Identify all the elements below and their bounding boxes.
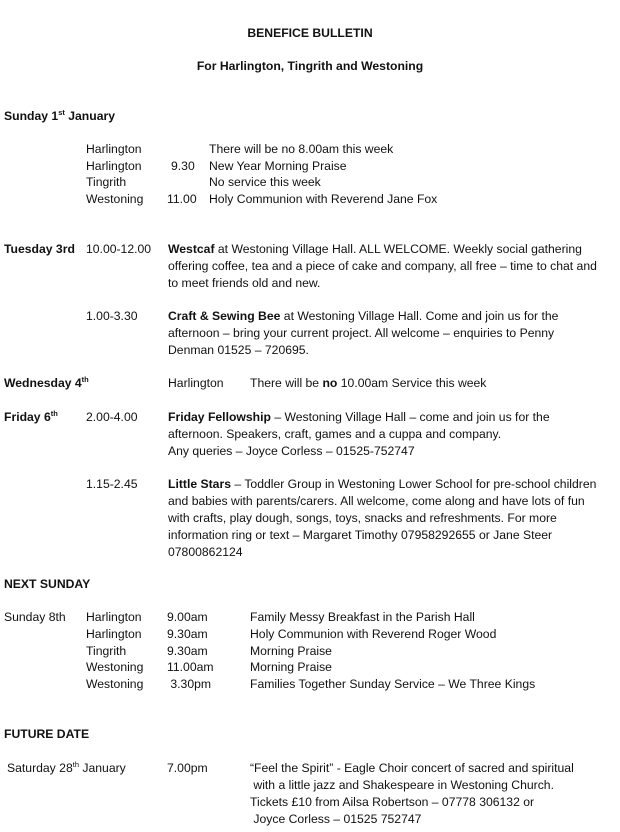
- service-place: Harlington: [86, 159, 142, 173]
- service-time: 9.30: [171, 159, 195, 173]
- event-title: Westcaf: [168, 242, 215, 256]
- event-westcaf: [168, 241, 608, 292]
- service-time: 11.00: [167, 192, 197, 206]
- service-desc: Morning Praise: [250, 660, 332, 674]
- service-desc: Families Together Sunday Service – We Three Kings: [250, 677, 536, 691]
- event-title: Friday Fellowship: [168, 410, 271, 424]
- friday-heading: Friday 6th: [4, 408, 58, 424]
- wednesday-heading: Wednesday 4th: [4, 374, 89, 390]
- event-desc: – Westoning Village Hall – come and join us for the afternoon. Speakers, craft, games and a cuppa and company.: [168, 410, 550, 441]
- future-event-line: Tickets £10 from Ailsa Robertson – 07778 306132 or: [250, 795, 535, 809]
- event-desc: – Toddler Group in Westoning Lower School for pre-school children and babies with parents/carers. All welcome, come along and have lots of fun with crafts, play dough, songs, toys, snacks and refreshments. For more information ring or text – Margaret Timothy 07958292655 or Jane Steer 07800862124: [168, 477, 597, 559]
- event-title: Little Stars: [168, 477, 231, 491]
- event-title: Craft & Sewing Bee: [168, 309, 281, 323]
- service-desc: No service this week: [209, 175, 321, 189]
- event-desc: at Westoning Village Hall. ALL WELCOME. Weekly social gathering offering coffee, tea and a piece of cake and company, all free – time to chat and to meet friends old and new.: [168, 242, 597, 290]
- wednesday-notice: There will be no 10.00am Service this week: [250, 376, 487, 390]
- service-place: Tingrith: [86, 175, 127, 189]
- tuesday-heading: Tuesday 3rd: [4, 242, 75, 256]
- service-desc: Morning Praise: [250, 644, 332, 658]
- future-date-time: 7.00pm: [167, 761, 208, 775]
- service-time: 11.00am: [167, 660, 214, 674]
- event-time: 10.00-12.00: [86, 242, 152, 256]
- service-desc: Holy Communion with Reverend Roger Wood: [250, 627, 497, 641]
- service-place: Harlington: [86, 142, 142, 156]
- event-time: 2.00-4.00: [86, 410, 138, 424]
- service-time: 9.00am: [167, 610, 208, 624]
- sunday1-heading: Sunday 1st January: [4, 107, 115, 123]
- next-sunday-heading: NEXT SUNDAY: [4, 577, 91, 591]
- event-desc: at Westoning Village Hall. Come and join us for the afternoon – bring your current project. All welcome – enquiries to Penny Denman 01525 – 720695.: [168, 309, 559, 357]
- event-friday-fellowship: [168, 409, 568, 443]
- next-sunday-day: Sunday 8th: [4, 610, 66, 624]
- event-craft-sewing: [168, 308, 588, 359]
- service-desc: There will be no 8.00am this week: [209, 142, 394, 156]
- service-place: Westoning: [86, 192, 144, 206]
- bulletin-subtitle: For Harlington, Tingrith and Westoning: [196, 59, 424, 73]
- service-place: Harlington: [86, 610, 142, 624]
- future-event-line: with a little jazz and Shakespeare in Westoning Church.: [250, 778, 554, 792]
- service-place: Tingrith: [86, 644, 127, 658]
- event-contact: Any queries – Joyce Corless – 01525-752747: [168, 444, 415, 458]
- event-time: 1.15-2.45: [86, 477, 138, 491]
- service-place: Harlington: [86, 627, 142, 641]
- future-event-line: Joyce Corless – 01525 752747: [250, 812, 422, 826]
- future-event-line: “Feel the Spirit” - Eagle Choir concert of sacred and spiritual: [250, 761, 574, 775]
- service-desc: Holy Communion with Reverend Jane Fox: [209, 192, 438, 206]
- wednesday-place: Harlington: [168, 376, 224, 390]
- service-desc: Family Messy Breakfast in the Parish Hall: [250, 610, 475, 624]
- service-time: 9.30am: [167, 644, 208, 658]
- event-little-stars: [168, 476, 600, 561]
- bulletin-title: BENEFICE BULLETIN: [247, 26, 373, 40]
- event-time: 1.00-3.30: [86, 309, 138, 323]
- service-desc: New Year Morning Praise: [209, 159, 347, 173]
- service-place: Westoning: [86, 660, 144, 674]
- service-time: 9.30am: [167, 627, 208, 641]
- future-date-day: Saturday 28th January: [7, 759, 126, 775]
- service-place: Westoning: [86, 677, 144, 691]
- future-date-heading: FUTURE DATE: [4, 727, 90, 741]
- service-time: 3.30pm: [167, 677, 212, 691]
